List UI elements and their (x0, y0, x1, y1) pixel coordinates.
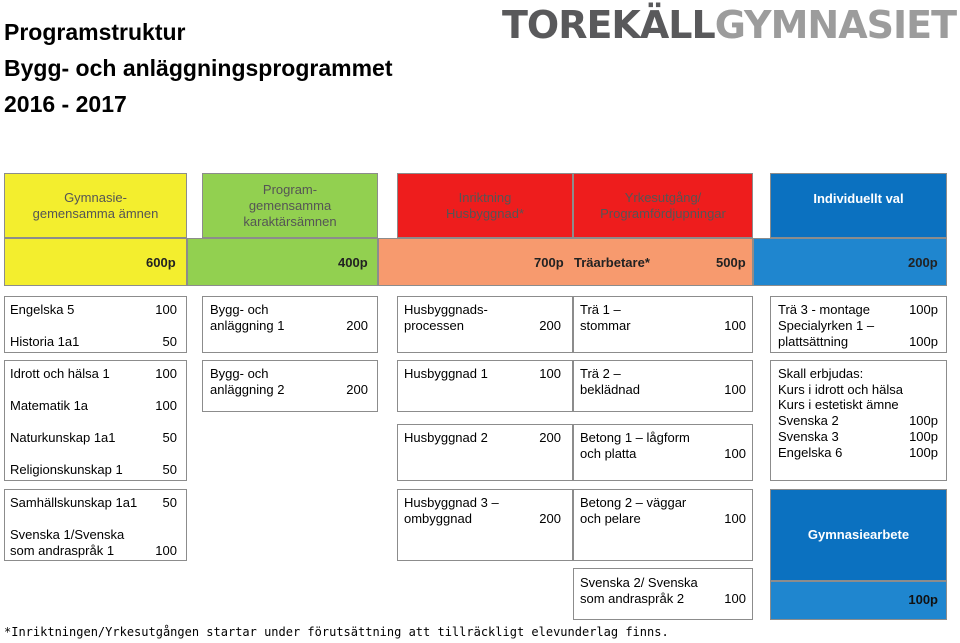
points-bar-salmon (378, 238, 753, 286)
course-betong1-line1: Betong 1 – lågform (580, 430, 690, 445)
course-bygg2-line1: Bygg- och (210, 366, 269, 381)
course-svenska-1-line2: som andraspråk 1 (10, 543, 115, 558)
course-bygg1-points: 200 (346, 318, 368, 333)
course-svenska-2-line1: Svenska 2/ Svenska (580, 575, 698, 590)
points-yrkesutgang: 500p (716, 255, 746, 270)
course-specialyrken-line2: plattsättning (778, 334, 849, 349)
points-yrkesutgang-label: Träarbetare* (574, 255, 650, 270)
course-specialyrken-line1: Specialyrken 1 – (778, 318, 875, 333)
points-individuellt-val: 200p (908, 255, 938, 270)
course-tra1-line1: Trä 1 – (580, 302, 621, 317)
gymnasiearbete-box: Gymnasiearbete (770, 489, 947, 581)
course-bygg1-line2: anläggning 1 (210, 318, 285, 333)
course-husbyggnad-3-line2: ombyggnad (404, 511, 472, 526)
course-tra3: Trä 3 - montage (778, 302, 871, 317)
course-tra1-line2: stommar (580, 318, 631, 333)
page-title (4, 14, 392, 122)
course-naturkunskap: Naturkunskap 1a1 (10, 430, 116, 445)
course-svenska-1-points: 100 (155, 543, 177, 558)
offer-engelska-6: Engelska 6 (778, 445, 843, 460)
course-betong1-line2: och platta (580, 446, 637, 461)
course-betong2-line1: Betong 2 – väggar (580, 495, 687, 510)
course-idrott-points: 100 (155, 366, 177, 381)
title-line-2: Bygg- och anläggningsprogrammet (4, 55, 393, 81)
offer-heading: Skall erbjudas: (778, 366, 864, 381)
gymnasiearbete-points: 100p (908, 592, 938, 607)
course-idrott: Idrott och hälsa 1 (10, 366, 110, 381)
course-engelska-5: Engelska 5 (10, 302, 75, 317)
header-yrkesutgang: Yrkesutgång/ Programfördjupningar (573, 173, 753, 238)
course-betong2-points: 100 (724, 511, 746, 526)
title-line-3: 2016 - 2017 (4, 91, 127, 117)
course-matematik-points: 100 (155, 398, 177, 413)
offer-svenska-3: Svenska 3 (778, 429, 839, 444)
course-religion-points: 50 (162, 462, 177, 477)
offer-idrott: Kurs i idrott och hälsa (778, 382, 904, 397)
course-tra1-points: 100 (724, 318, 746, 333)
course-bygg2-points: 200 (346, 382, 368, 397)
footnote: *Inriktningen/Yrkesutgången startar under förutsättning att tillräckligt elevunderlag finns. (4, 625, 669, 639)
course-engelska-5-points: 100 (155, 302, 177, 317)
course-husbyggnadsprocessen-points: 200 (539, 318, 561, 333)
course-husbyggnad-1: Husbyggnad 1 (404, 366, 488, 381)
course-bygg1-line1: Bygg- och (210, 302, 269, 317)
course-bygg2-line2: anläggning 2 (210, 382, 285, 397)
course-naturkunskap-points: 50 (162, 430, 177, 445)
offer-svenska-2-points: 100p (909, 413, 938, 428)
course-historia: Historia 1a1 (10, 334, 80, 349)
offer-estetiskt: Kurs i estetiskt ämne (778, 397, 899, 412)
course-betong1-points: 100 (724, 446, 746, 461)
course-svenska-1-line1: Svenska 1/Svenska (10, 527, 125, 542)
course-tra3-points: 100p (909, 302, 938, 317)
course-husbyggnadsprocessen-line1: Husbyggnads- (404, 302, 488, 317)
course-husbyggnad-1-points: 100 (539, 366, 561, 381)
title-line-1: Programstruktur (4, 19, 186, 45)
header-individuellt-val: Individuellt val (770, 173, 947, 238)
header-gymnasiegemensamma: Gymnasie- gemensamma ämnen (4, 173, 187, 238)
course-matematik: Matematik 1a (10, 398, 89, 413)
course-husbyggnad-3-line1: Husbyggnad 3 – (404, 495, 499, 510)
header-inriktning: Inriktning Husbyggnad* (397, 173, 573, 238)
header-programgemensamma: Program- gemensamma karaktärsämnen (202, 173, 378, 238)
course-religion: Religionskunskap 1 (10, 462, 123, 477)
course-tra2-line2: beklädnad (580, 382, 640, 397)
course-husbyggnad-3-points: 200 (539, 511, 561, 526)
school-logo: TOREKÄLLGYMNASIET (501, 3, 956, 47)
offer-svenska-3-points: 100p (909, 429, 938, 444)
offer-engelska-6-points: 100p (909, 445, 938, 460)
offer-svenska-2: Svenska 2 (778, 413, 839, 428)
course-svenska-2-line2: som andraspråk 2 (580, 591, 685, 606)
points-programgemensamma: 400p (338, 255, 368, 270)
course-betong2-line2: och pelare (580, 511, 641, 526)
points-inriktning: 700p (534, 255, 564, 270)
points-gymnasiegemensamma: 600p (146, 255, 176, 270)
course-tra2-points: 100 (724, 382, 746, 397)
course-samhallskunskap-points: 50 (162, 495, 177, 510)
course-samhallskunskap: Samhällskunskap 1a1 (10, 495, 138, 510)
course-svenska-2-points: 100 (724, 591, 746, 606)
course-historia-points: 50 (162, 334, 177, 349)
course-tra2-line1: Trä 2 – (580, 366, 621, 381)
course-husbyggnad-2: Husbyggnad 2 (404, 430, 488, 445)
course-husbyggnadsprocessen-line2: processen (404, 318, 464, 333)
course-specialyrken-points: 100p (909, 334, 938, 349)
course-husbyggnad-2-points: 200 (539, 430, 561, 445)
